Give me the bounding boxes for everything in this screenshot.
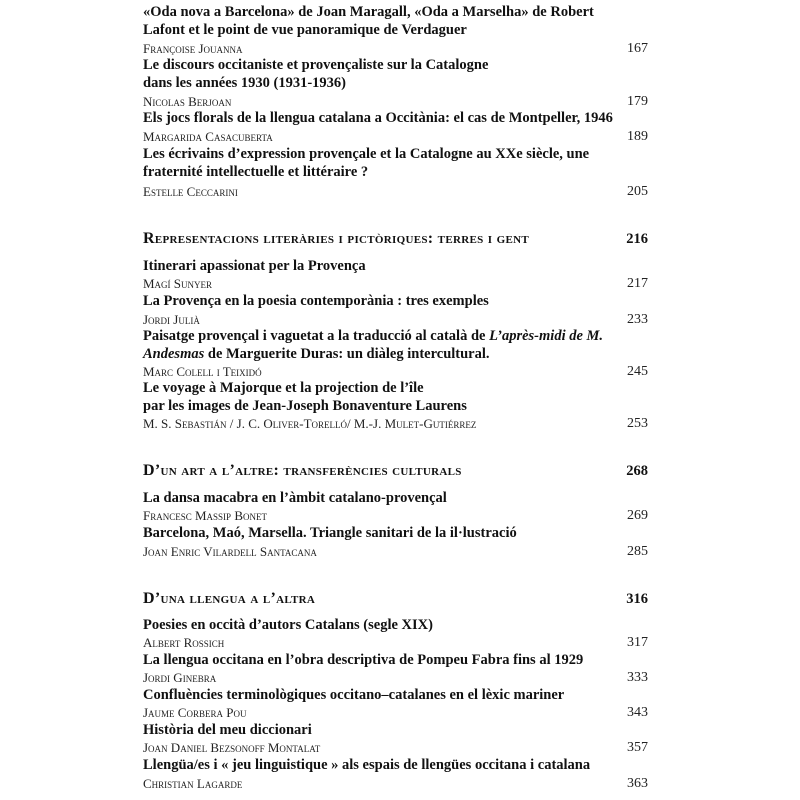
entry-author: Estelle Ceccarini (143, 184, 238, 199)
entry-page-number: 333 (627, 670, 648, 685)
entry-title (143, 146, 613, 181)
entry-page-number: 357 (627, 740, 648, 755)
entry-title-text: de Marguerite Duras: un diàleg intercultural. (204, 345, 490, 362)
entry-page-number: 317 (627, 635, 648, 650)
entry-title: Llengüa/es i « jeu linguistique » als espais de llengües occitana i catalana (143, 757, 591, 773)
entry-author: Christian Lagarde (143, 776, 243, 791)
section-heading: D’una llengua a l’altra (143, 590, 316, 607)
entry-title-line (143, 328, 643, 346)
entry-title-line: Els jocs florals de la llengua catalana a Occitània: el cas de Montpeller, 1946 (143, 110, 613, 126)
entry-page-number: 179 (627, 94, 648, 109)
entry-title: La Provença en la poesia contemporània : tres exemples (143, 293, 489, 309)
entry-title-italic: L’après-midi de M. (489, 328, 604, 344)
entry-author: Joan Daniel Bezsonoff Montalat (143, 740, 321, 755)
entry-page-number: 217 (627, 276, 648, 291)
entry-page-number: 189 (627, 129, 648, 144)
entry-author: Magí Sunyer (143, 276, 213, 291)
entry-title (143, 4, 613, 39)
entry-page-number: 233 (627, 312, 648, 327)
entry-title-line: Le voyage à Majorque et la projection de l’île (143, 380, 424, 396)
entry-page-number: 167 (627, 41, 648, 56)
entry-page-number: 253 (627, 416, 648, 431)
entry-title-line: fraternité intellectuelle et littéraire ? (143, 163, 369, 180)
entry-page-number: 363 (627, 776, 648, 791)
entry-author: Joan Enric Vilardell Santacana (143, 544, 317, 559)
entry-title: Confluències terminològiques occitano–catalanes en el lèxic mariner (143, 687, 565, 703)
entry-title (143, 328, 643, 363)
entry-title (143, 110, 643, 128)
entry-title: La dansa macabra en l’àmbit catalano-provençal (143, 490, 447, 506)
entry-title-italic: Andesmas (143, 345, 205, 362)
entry-author: Margarida Casacuberta (143, 129, 273, 144)
entry-author: Françoise Jouanna (143, 41, 243, 56)
entry-title-line: «Oda nova a Barcelona» de Joan Maragall, «Oda a Marselha» de Robert (143, 4, 594, 20)
section-heading: D’un art a l’altre: transferències culturals (143, 462, 462, 479)
entry-title (143, 57, 613, 92)
entry-author: Nicolas Berjoan (143, 94, 232, 109)
entry-title: Barcelona, Maó, Marsella. Triangle sanitari de la il·lustració (143, 525, 517, 541)
entry-author: Jaume Corbera Pou (143, 705, 247, 720)
section-page-number: 268 (626, 463, 648, 479)
entry-page-number: 285 (627, 544, 648, 559)
entry-author: Jordi Julià (143, 312, 200, 327)
entry-page-number: 269 (627, 508, 648, 523)
entry-author: M. S. Sebastián / J. C. Oliver-Torelló/ M.-J. Mulet-Gutiérrez (143, 416, 477, 431)
entry-author: Jordi Ginebra (143, 670, 217, 685)
entry-author: Francesc Massip Bonet (143, 508, 267, 523)
entry-title-line: Les écrivains d’expression provençale et la Catalogne au XXe siècle, une (143, 146, 590, 162)
entry-title-line: Lafont et le point de vue panoramique de Verdaguer (143, 21, 467, 38)
entry-title: Itinerari apassionat per la Provença (143, 258, 366, 274)
entry-title-line: dans les années 1930 (1931-1936) (143, 74, 347, 91)
entry-title: Poesies en occità d’autors Catalans (segle XIX) (143, 617, 433, 633)
entry-page-number: 343 (627, 705, 648, 720)
entry-title-line: par les images de Jean-Joseph Bonaventure Laurens (143, 397, 467, 414)
entry-title-text: Paisatge provençal i vaguetat a la traducció al català de (143, 328, 490, 344)
section-page-number: 316 (626, 591, 648, 607)
entry-page-number: 205 (627, 184, 648, 199)
entry-page-number: 245 (627, 364, 648, 379)
section-page-number: 216 (626, 231, 648, 247)
entry-author: Marc Colell i Teixidó (143, 364, 262, 379)
entry-author: Albert Rossich (143, 635, 225, 650)
section-heading: Representacions literàries i pictòriques: terres i gent (143, 230, 530, 247)
entry-title: Història del meu diccionari (143, 722, 312, 738)
entry-title: La llengua occitana en l’obra descriptiva de Pompeu Fabra fins al 1929 (143, 652, 584, 668)
entry-title (143, 380, 613, 415)
entry-title-line (143, 346, 643, 364)
entry-title-line: Le discours occitaniste et provençaliste sur la Catalogne (143, 57, 489, 73)
